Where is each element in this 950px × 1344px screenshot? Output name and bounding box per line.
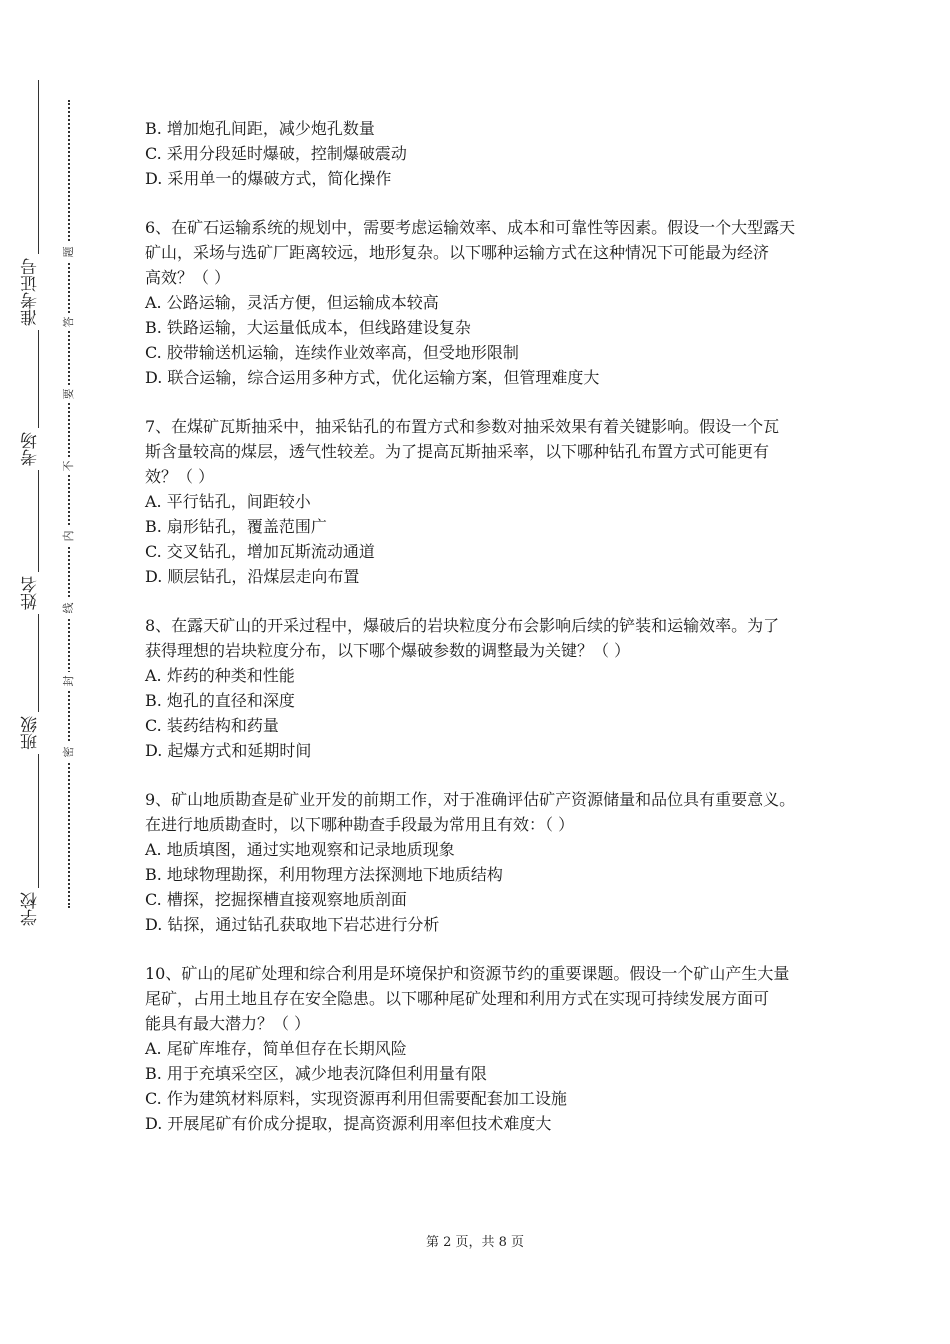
- continued-options: [145, 116, 820, 191]
- option-c: C. 胶带输送机运输，连续作业效率高，但受地形限制: [145, 343, 519, 362]
- option: C. 采用分段延时爆破，控制爆破震动: [145, 144, 407, 163]
- question-6: [145, 215, 820, 390]
- question-stem: 6、在矿石运输系统的规划中，需要考虑运输效率、成本和可靠性等因素。假设一个大型露天: [145, 218, 796, 237]
- question-stem: 矿山，采场与选矿厂距离较远，地形复杂。以下哪种运输方式在这种情况下可能最为经济: [145, 243, 770, 262]
- question-stem: 在进行地质勘查时，以下哪种勘查手段最为常用且有效：（ ）: [145, 815, 575, 834]
- option-d: D. 顺层钻孔，沿煤层走向布置: [145, 567, 360, 586]
- option-b: B. 地球物理勘探，利用物理方法探测地下地质结构: [145, 865, 503, 884]
- option-c: C. 装药结构和药量: [145, 716, 279, 735]
- option-d: D. 开展尾矿有价成分提取，提高资源利用率但技术难度大: [145, 1114, 552, 1133]
- option-d: D. 联合运输，综合运用多种方式，优化运输方案，但管理难度大: [145, 368, 600, 387]
- question-7: [145, 414, 820, 589]
- option: D. 采用单一的爆破方式，简化操作: [145, 169, 392, 188]
- seal-char: 密: [63, 743, 75, 761]
- seal-char: 内: [63, 527, 75, 545]
- question-stem: 能具有最大潜力？（ ）: [145, 1014, 311, 1033]
- page-number: 第 2 页，共 8 页: [425, 1235, 525, 1250]
- question-stem: 尾矿，占用土地且存在安全隐患。以下哪种尾矿处理和利用方式在实现可持续发展方面可: [145, 989, 770, 1008]
- option-d: D. 起爆方式和延期时间: [145, 741, 312, 760]
- option-c: C. 交叉钻孔，增加瓦斯流动通道: [145, 542, 375, 561]
- option-a: A. 炸药的种类和性能: [145, 666, 295, 685]
- school-label: 学校: [22, 888, 54, 930]
- option: B. 增加炮孔间距，减少炮孔数量: [145, 119, 375, 138]
- question-stem: 斯含量较高的煤层，透气性较差。为了提高瓦斯抽采率，以下哪种钻孔布置方式可能更有: [145, 442, 770, 461]
- seal-char: 封: [63, 672, 75, 690]
- question-stem: 8、在露天矿山的开采过程中，爆破后的岩块粒度分布会影响后续的铲装和运输效率。为了: [145, 616, 780, 635]
- option-c: C. 槽探，挖掘探槽直接观察地质剖面: [145, 890, 407, 909]
- binding-solid-line: [38, 80, 39, 925]
- question-stem: 效？（ ）: [145, 467, 215, 486]
- option-b: B. 用于充填采空区，减少地表沉降但利用量有限: [145, 1064, 487, 1083]
- option-b: B. 铁路运输，大运量低成本，但线路建设复杂: [145, 318, 471, 337]
- question-stem: 高效？（ ）: [145, 268, 231, 287]
- option-d: D. 钻探，通过钻孔获取地下岩芯进行分析: [145, 915, 440, 934]
- binding-dotted-line: [68, 100, 70, 908]
- seal-char: 线: [63, 599, 75, 617]
- seal-char: 答: [63, 313, 75, 331]
- option-a: A. 公路运输，灵活方便，但运输成本较高: [145, 293, 439, 312]
- exam-room-label: 考场: [22, 428, 54, 470]
- name-label: 姓名: [22, 572, 54, 614]
- question-stem: 9、矿山地质勘查是矿业开发的前期工作，对于准确评估矿产资源储量和品位具有重要意义。: [145, 790, 796, 809]
- seal-char: 题: [63, 243, 75, 261]
- question-stem: 10、矿山的尾矿处理和综合利用是环境保护和资源节约的重要课题。假设一个矿山产生大量: [145, 964, 790, 983]
- question-9: [145, 787, 820, 937]
- option-c: C. 作为建筑材料原料，实现资源再利用但需要配套加工设施: [145, 1089, 567, 1108]
- seal-char: 要: [63, 385, 75, 403]
- question-stem: 获得理想的岩块粒度分布，以下哪个爆破参数的调整最为关键？（ ）: [145, 641, 631, 660]
- seal-char: 不: [63, 457, 75, 475]
- exam-number-label: 准考证号: [22, 254, 54, 330]
- binding-margin: [0, 0, 110, 1344]
- option-a: A. 尾矿库堆存，简单但存在长期风险: [145, 1039, 407, 1058]
- class-label: 班级: [22, 712, 54, 754]
- question-10: [145, 961, 820, 1136]
- option-b: B. 扇形钻孔，覆盖范围广: [145, 517, 327, 536]
- option-a: A. 平行钻孔，间距较小: [145, 492, 311, 511]
- question-8: [145, 613, 820, 763]
- exam-content: [145, 116, 820, 1136]
- option-b: B. 炮孔的直径和深度: [145, 691, 295, 710]
- question-stem: 7、在煤矿瓦斯抽采中，抽采钻孔的布置方式和参数对抽采效果有着关键影响。假设一个瓦: [145, 417, 780, 436]
- option-a: A. 地质填图，通过实地观察和记录地质现象: [145, 840, 455, 859]
